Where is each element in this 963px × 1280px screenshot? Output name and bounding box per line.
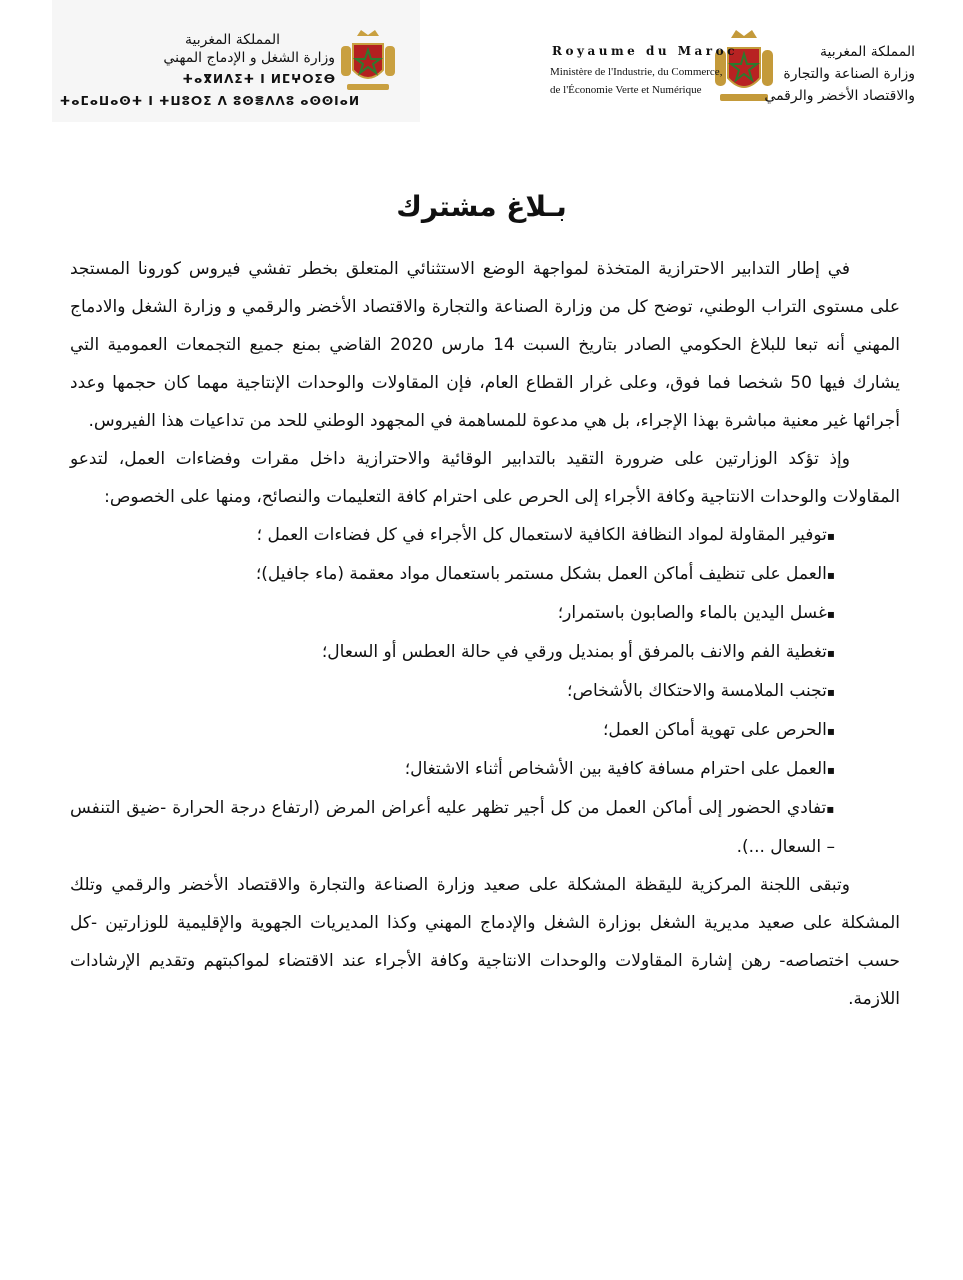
header-left-arabic-ministry: وزارة الشغل و الإدماج المهني [163, 50, 335, 66]
header-left-tifinagh-kingdom: ⵜⴰⴳⵍⴷⵉⵜ ⵏ ⵍⵎⵖⵔⵉⴱ [182, 72, 336, 86]
header-left-tifinagh-ministry: ⵜⴰⵎⴰⵡⴰⵙⵜ ⵏ ⵜⵡⵓⵔⵉ ⴷ ⵓⵙⴻⴷⴷⵓ ⴰⵙⵙⵏⴰⵍ [59, 94, 360, 108]
list-item: ▪ تجنب الملامسة والاحتكاك بالأشخاص؛ [70, 672, 835, 711]
intro-paragraph: في إطار التدابير الاحترازية المتخذة لمواجهة الوضع الاستثنائي المتعلق بخطر تفشي فيروس كورونا المستجد على مستوى التراب الوطني، توضح كل من وزارة الصناعة والتجارة والاقتصاد الأخضر والرقمي و وزارة الشغل والادماج المهني أنه تبعا للبلاغ الحكومي الصادر بتاريخ السبت 14 مارس 2020 القاضي بمنع جميع التجمعات العمومية التي يشارك فيها 50 شخصا فما فوق، وعلى غرار القطاع العام، فإن المقاولات والوحدات الإنتاجية مهما كان حجمها وعدد أجرائها غير معنية مباشرة بهذا الإجراء، بل هي مدعوة للمساهمة في المجهود الوطني للحد من تداعيات هذا الفيروس. [70, 259, 900, 431]
recommendations-list [70, 516, 900, 866]
list-item: ▪ تغطية الفم والانف بالمرفق أو بمنديل ورقي في حالة العطس أو السعال؛ [70, 633, 835, 672]
list-item: ▪ توفير المقاولة لمواد النظافة الكافية لاستعمال كل الأجراء في كل فضاءات العمل ؛ [70, 516, 835, 555]
header-right-arabic-kingdom: المملكة المغربية [819, 44, 915, 60]
header-right-french-ministry-line1: Ministère de l'Industrie, du Commerce, [550, 66, 723, 78]
royal-coat-of-arms-icon [337, 26, 399, 96]
header-right-french-kingdom: Royaume du Maroc [552, 44, 738, 58]
header-left-ministry-labour [52, 0, 420, 122]
second-paragraph: وإذ تؤكد الوزارتين على ضرورة التقيد بالتدابير الوقائية والاحترازية داخل مقرات وفضاءات العمل، لتدعو المقاولات والوحدات الانتاجية وكافة الأجراء إلى الحرص على احترام كافة التعليمات والنصائح، ومنها على الخصوص: [70, 449, 900, 507]
header-right-arabic-ministry-line1: وزارة الصناعة والتجارة [783, 66, 915, 82]
document-body [70, 250, 900, 1018]
header-right-arabic-ministry-line2: والاقتصاد الأخضر والرقمي [764, 88, 915, 104]
document-title: بـلاغ مشترك [396, 190, 567, 223]
header-right-french-ministry-line2: de l'Économie Verte et Numérique [550, 84, 702, 96]
list-item: ▪ غسل اليدين بالماء والصابون باستمرار؛ [70, 594, 835, 633]
list-item: ▪ الحرص على تهوية أماكن العمل؛ [70, 711, 835, 750]
list-item: ▪ العمل على تنظيف أماكن العمل بشكل مستمر باستعمال مواد معقمة (ماء جافيل)؛ [70, 555, 835, 594]
header-right-ministry-industry [470, 0, 920, 122]
header-left-arabic-kingdom: المملكة المغربية [184, 32, 280, 48]
list-item: ▪ تفادي الحضور إلى أماكن العمل من كل أجير تظهر عليه أعراض المرض (ارتفاع درجة الحرارة -ضيق التنفس – السعال ...). [70, 789, 835, 866]
list-item: ▪ العمل على احترام مسافة كافية بين الأشخاص أثناء الاشتغال؛ [70, 750, 835, 789]
closing-paragraph: وتبقى اللجنة المركزية لليقظة المشكلة على صعيد وزارة الصناعة والتجارة والاقتصاد الأخضر والرقمي وتلك المشكلة على صعيد مديرية الشغل بوزارة الشغل والإدماج المهني وكذا المديريات الجهوية والإقليمية للوزارتين -كل حسب اختصاصه- رهن إشارة المقاولات والوحدات الانتاجية وكافة الأجراء عند الاقتضاء لمواكبتهم وتقديم الإرشادات اللازمة. [70, 875, 900, 1009]
